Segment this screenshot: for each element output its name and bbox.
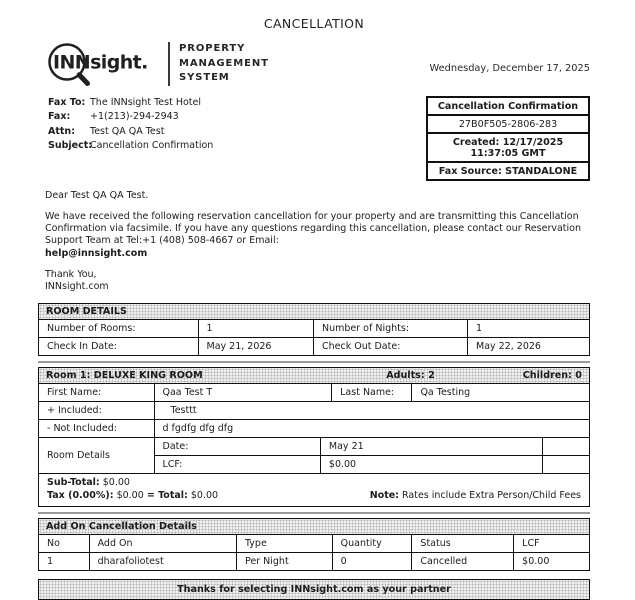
addon-col-no: No	[39, 535, 90, 552]
note-text: Rates include Extra Person/Child Fees	[402, 490, 581, 502]
addon-type: Per Night	[237, 553, 333, 570]
tax-label: Tax (0.00%):	[47, 490, 114, 502]
confirmation-fax-source: Fax Source: STANDALONE	[427, 162, 589, 180]
room-details-table	[38, 303, 590, 356]
attn-label: Attn:	[48, 125, 75, 137]
fax-to-value: The INNsight Test Hotel	[90, 97, 201, 108]
addon-col-type: Type	[237, 535, 333, 552]
document-date: Wednesday, December 17, 2025	[429, 62, 590, 74]
subject-value: Cancellation Confirmation	[90, 140, 214, 152]
subtotal-label: Sub-Total:	[47, 477, 100, 489]
included-value: Testtt	[170, 405, 197, 417]
room1-table	[38, 367, 590, 507]
number-of-nights-label: Number of Nights:	[314, 320, 468, 337]
table-row	[39, 320, 589, 338]
room1-title: Room 1: DELUXE KING ROOM	[46, 370, 203, 382]
room-rate-details-row	[39, 438, 589, 474]
cancellation-confirmation-box	[426, 96, 590, 181]
rate-subtable	[155, 438, 590, 473]
subtotal-line	[47, 476, 218, 489]
tax-value: $0.00	[116, 490, 144, 502]
addon-col-lcf: LCF	[522, 537, 540, 549]
fax-to-label: Fax To:	[48, 97, 86, 108]
first-name-label: First Name:	[39, 384, 155, 401]
addon-column-header-row	[39, 535, 589, 553]
addon-cancellation-table	[38, 518, 590, 571]
fax-recipient-block	[48, 96, 213, 154]
fax-number-line	[48, 110, 213, 124]
rate-lcf-value: $0.00	[321, 456, 543, 473]
note-block	[370, 489, 581, 502]
addon-no: 1	[39, 553, 90, 570]
rate-lcf-row	[155, 456, 590, 473]
magnifier-logo-icon	[44, 40, 160, 88]
logo-tagline-line2: MANAGEMENT	[179, 57, 269, 69]
total-label: = Total:	[146, 490, 188, 502]
confirmation-created: Created: 12/17/2025 11:37:05 GMT	[427, 133, 589, 162]
signature-line: INNsight.com	[45, 280, 109, 292]
rate-empty-cell	[543, 456, 589, 473]
logo-tagline-line3: SYSTEM	[179, 72, 230, 84]
note-label: Note:	[369, 490, 399, 502]
rate-lcf-label: LCF:	[155, 456, 321, 473]
totals-row	[39, 474, 589, 506]
addon-status: Cancelled	[412, 553, 514, 570]
addon-lcf: $0.00	[522, 555, 550, 567]
room1-adults: Adults: 2	[386, 370, 435, 382]
checkout-date-value: May 22, 2026	[476, 341, 541, 353]
logo-tagline	[168, 42, 269, 86]
confirmation-box-title: Cancellation Confirmation	[427, 97, 589, 115]
checkout-date-label: Check Out Date:	[314, 338, 468, 355]
rate-date-row	[155, 438, 590, 456]
addon-col-status: Status	[412, 535, 514, 552]
letter-body	[45, 190, 590, 293]
fax-number-label: Fax:	[48, 111, 71, 123]
number-of-nights-value: 1	[476, 323, 483, 335]
room-details-label: Room Details	[39, 438, 155, 473]
rate-date-value: May 21	[321, 438, 543, 455]
number-of-rooms-value: 1	[199, 320, 315, 337]
room-details-header: ROOM DETAILS	[39, 304, 589, 320]
fax-number-value: +1(213)-294-2943	[90, 111, 179, 123]
page-title: CANCELLATION	[263, 16, 365, 31]
document-header	[38, 40, 590, 88]
subject-line	[48, 139, 213, 153]
tax-total-line	[47, 489, 218, 502]
addon-col-quantity: Quantity	[333, 535, 413, 552]
checkin-date-value: May 21, 2026	[199, 338, 315, 355]
not-included-row	[39, 420, 589, 438]
section-divider	[38, 361, 590, 363]
addon-col-addon: Add On	[90, 535, 237, 552]
salutation: Dear Test QA QA Test.	[45, 190, 149, 201]
not-included-value: d fgdfg dfg dfg	[162, 423, 234, 435]
closing-line: Thank You,	[45, 268, 97, 280]
innsight-logo	[44, 40, 269, 88]
not-included-label: - Not Included:	[39, 420, 155, 437]
included-label: + Included:	[39, 402, 155, 419]
addon-data-row	[39, 553, 589, 570]
checkin-date-label: Check In Date:	[39, 338, 199, 355]
attn-line	[48, 125, 213, 139]
subtotal-value: $0.00	[102, 477, 130, 489]
fax-to-line	[48, 96, 213, 110]
rate-empty-cell	[543, 438, 589, 455]
fax-info-section	[38, 96, 590, 181]
letter-paragraph	[45, 211, 601, 260]
number-of-rooms-label: Number of Rooms:	[39, 320, 199, 337]
first-name-value: Qaa Test T	[155, 384, 333, 401]
footer-banner: Thanks for selecting INNsight.com as your partner	[38, 579, 590, 600]
support-email: help@innsight.com	[45, 247, 148, 259]
logo-tagline-line1: PROPERTY	[179, 43, 246, 55]
last-name-value: Qa Testing	[420, 387, 471, 399]
room1-header	[39, 368, 589, 384]
attn-value: Test QA QA Test	[90, 125, 165, 137]
subject-label: Subject:	[48, 140, 93, 152]
logo-brand-text: INNsight.	[53, 51, 148, 74]
letter-text: We have received the following reservation cancellation for your property and are transmitting this Cancellation Confirmation via facsimile. If you have any questions regarding this cancellation, please contact our Reservation Support Team at Tel:+1 (408) 508-4667 or Email:	[45, 211, 581, 247]
addon-quantity: 0	[333, 553, 413, 570]
table-row	[39, 338, 589, 355]
addon-name: dharafoliotest	[90, 553, 237, 570]
section-divider	[38, 512, 590, 514]
guest-name-row	[39, 384, 589, 402]
totals-block	[47, 476, 218, 503]
rate-date-label: Date:	[155, 438, 321, 455]
confirmation-number: 27B0F505-2806-283	[427, 115, 589, 133]
included-row	[39, 402, 589, 420]
total-value: $0.00	[190, 490, 219, 502]
addon-table-header: Add On Cancellation Details	[39, 519, 589, 535]
last-name-label: Last Name:	[332, 384, 412, 401]
room1-children: Children: 0	[522, 370, 582, 382]
